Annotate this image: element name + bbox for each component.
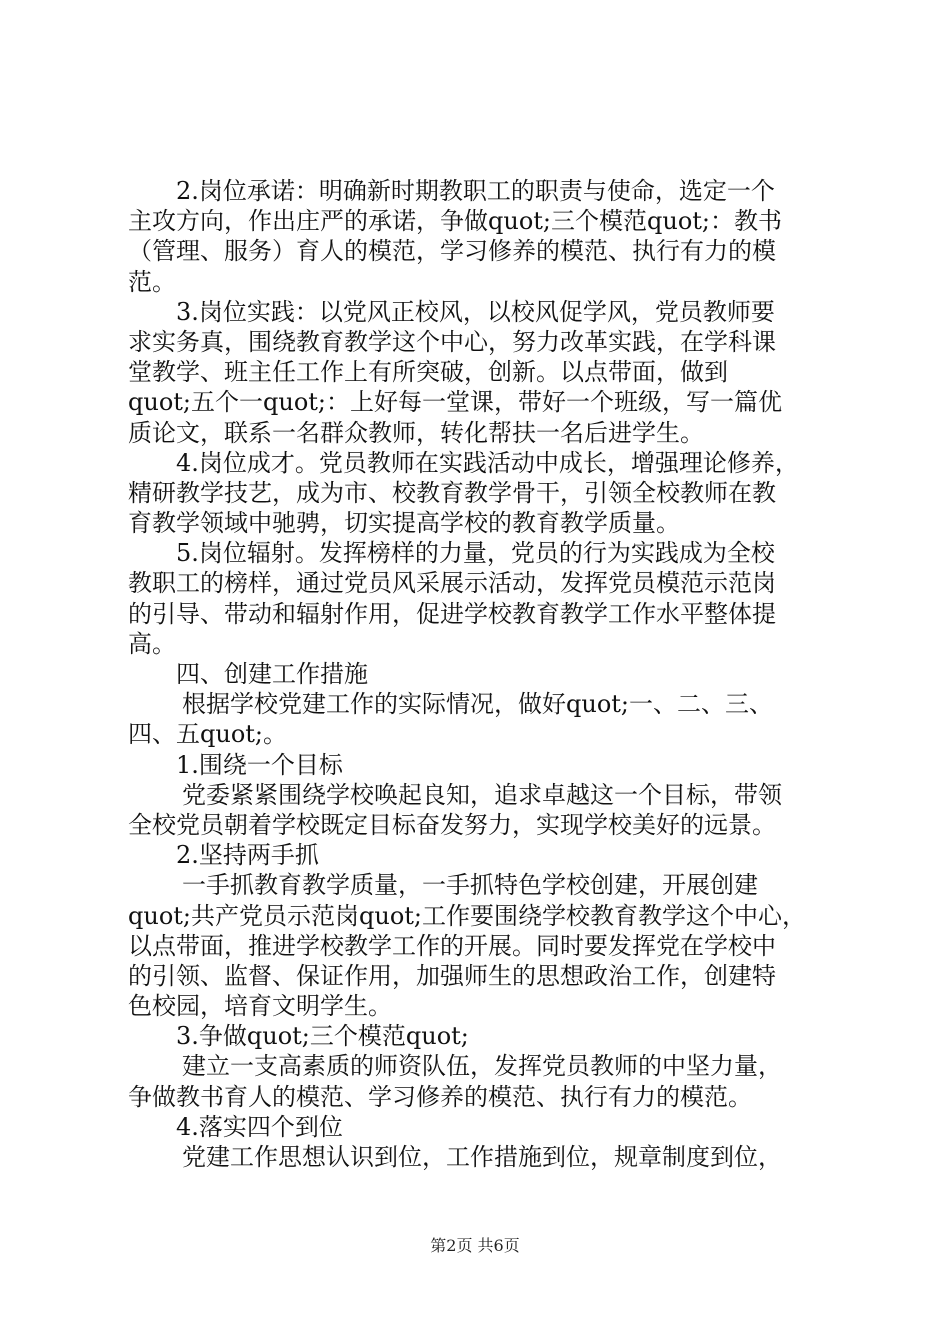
paragraph-line: （管理、服务）育人的模范，学习修养的模范、执行有力的模 [128, 237, 776, 266]
page-number-footer: 第2页 共6页 [430, 1236, 520, 1255]
paragraph-line: 党委紧紧围绕学校唤起良知，追求卓越这一个目标，带领 [182, 780, 782, 809]
paragraph-line: 主攻方向，作出庄严的承诺，争做quot;三个模范quot;：教书 [128, 207, 782, 236]
paragraph-line: 一手抓教育教学质量，一手抓特色学校创建，开展创建 [182, 871, 758, 900]
paragraph-line: 色校园，培育文明学生。 [128, 992, 392, 1021]
paragraph-line: quot;共产党员示范岗quot;工作要围绕学校教育教学这个中心， [128, 901, 806, 930]
paragraph-line: 建立一支高素质的师资队伍，发挥党员教师的中坚力量， [182, 1052, 782, 1081]
paragraph-line: 全校党员朝着学校既定目标奋发努力，实现学校美好的远景。 [128, 810, 776, 839]
paragraph-line: 4.岗位成才。党员教师在实践活动中成长，增强理论修养， [176, 448, 799, 477]
paragraph-line: 育教学领域中驰骋，切实提高学校的教育教学质量。 [128, 509, 680, 538]
paragraph-line: 党建工作思想认识到位，工作措施到位，规章制度到位， [182, 1143, 782, 1171]
paragraph-line: 2.岗位承诺：明确新时期教职工的职责与使命，选定一个 [176, 177, 775, 205]
paragraph-line: 求实务真，围绕教育教学这个中心，努力改革实践，在学科课 [128, 327, 776, 356]
paragraph-line: 四、五quot;。 [128, 720, 287, 749]
paragraph-line: 以点带面，推进学校教学工作的开展。同时要发挥党在学校中 [128, 931, 776, 960]
paragraph-line: quot;五个一quot;：上好每一堂课，带好一个班级，写一篇优 [128, 388, 782, 417]
paragraph-line: 3.岗位实践：以党风正校风，以校风促学风，党员教师要 [176, 297, 775, 326]
paragraph-line: 精研教学技艺，成为市、校教育教学骨干，引领全校教师在教 [128, 478, 776, 507]
paragraph-line: 质论文，联系一名群众教师，转化帮扶一名后进学生。 [128, 418, 704, 447]
paragraph-line: 争做教书育人的模范、学习修养的模范、执行有力的模范。 [128, 1082, 752, 1111]
subsection-heading: 4.落实四个到位 [176, 1112, 343, 1141]
paragraph-line: 的引导、带动和辐射作用，促进学校教育教学工作水平整体提 [128, 599, 776, 628]
subsection-heading: 2.坚持两手抓 [176, 841, 319, 870]
subsection-heading: 3.争做quot;三个模范quot; [176, 1022, 469, 1051]
paragraph-line: 高。 [128, 629, 176, 658]
paragraph-line: 根据学校党建工作的实际情况，做好quot;一、二、三、 [182, 690, 773, 719]
document-body [128, 176, 836, 1172]
paragraph-line: 范。 [128, 267, 176, 296]
paragraph-line: 5.岗位辐射。发挥榜样的力量，党员的行为实践成为全校 [176, 539, 775, 568]
paragraph-line: 教职工的榜样，通过党员风采展示活动，发挥党员模范示范岗 [128, 569, 776, 598]
paragraph-line: 堂教学、班主任工作上有所突破，创新。以点带面，做到 [128, 358, 728, 387]
paragraph-line: 的引领、监督、保证作用，加强师生的思想政治工作，创建特 [128, 961, 776, 990]
subsection-heading: 1.围绕一个目标 [176, 750, 343, 779]
section-heading: 四、创建工作措施 [176, 660, 368, 688]
